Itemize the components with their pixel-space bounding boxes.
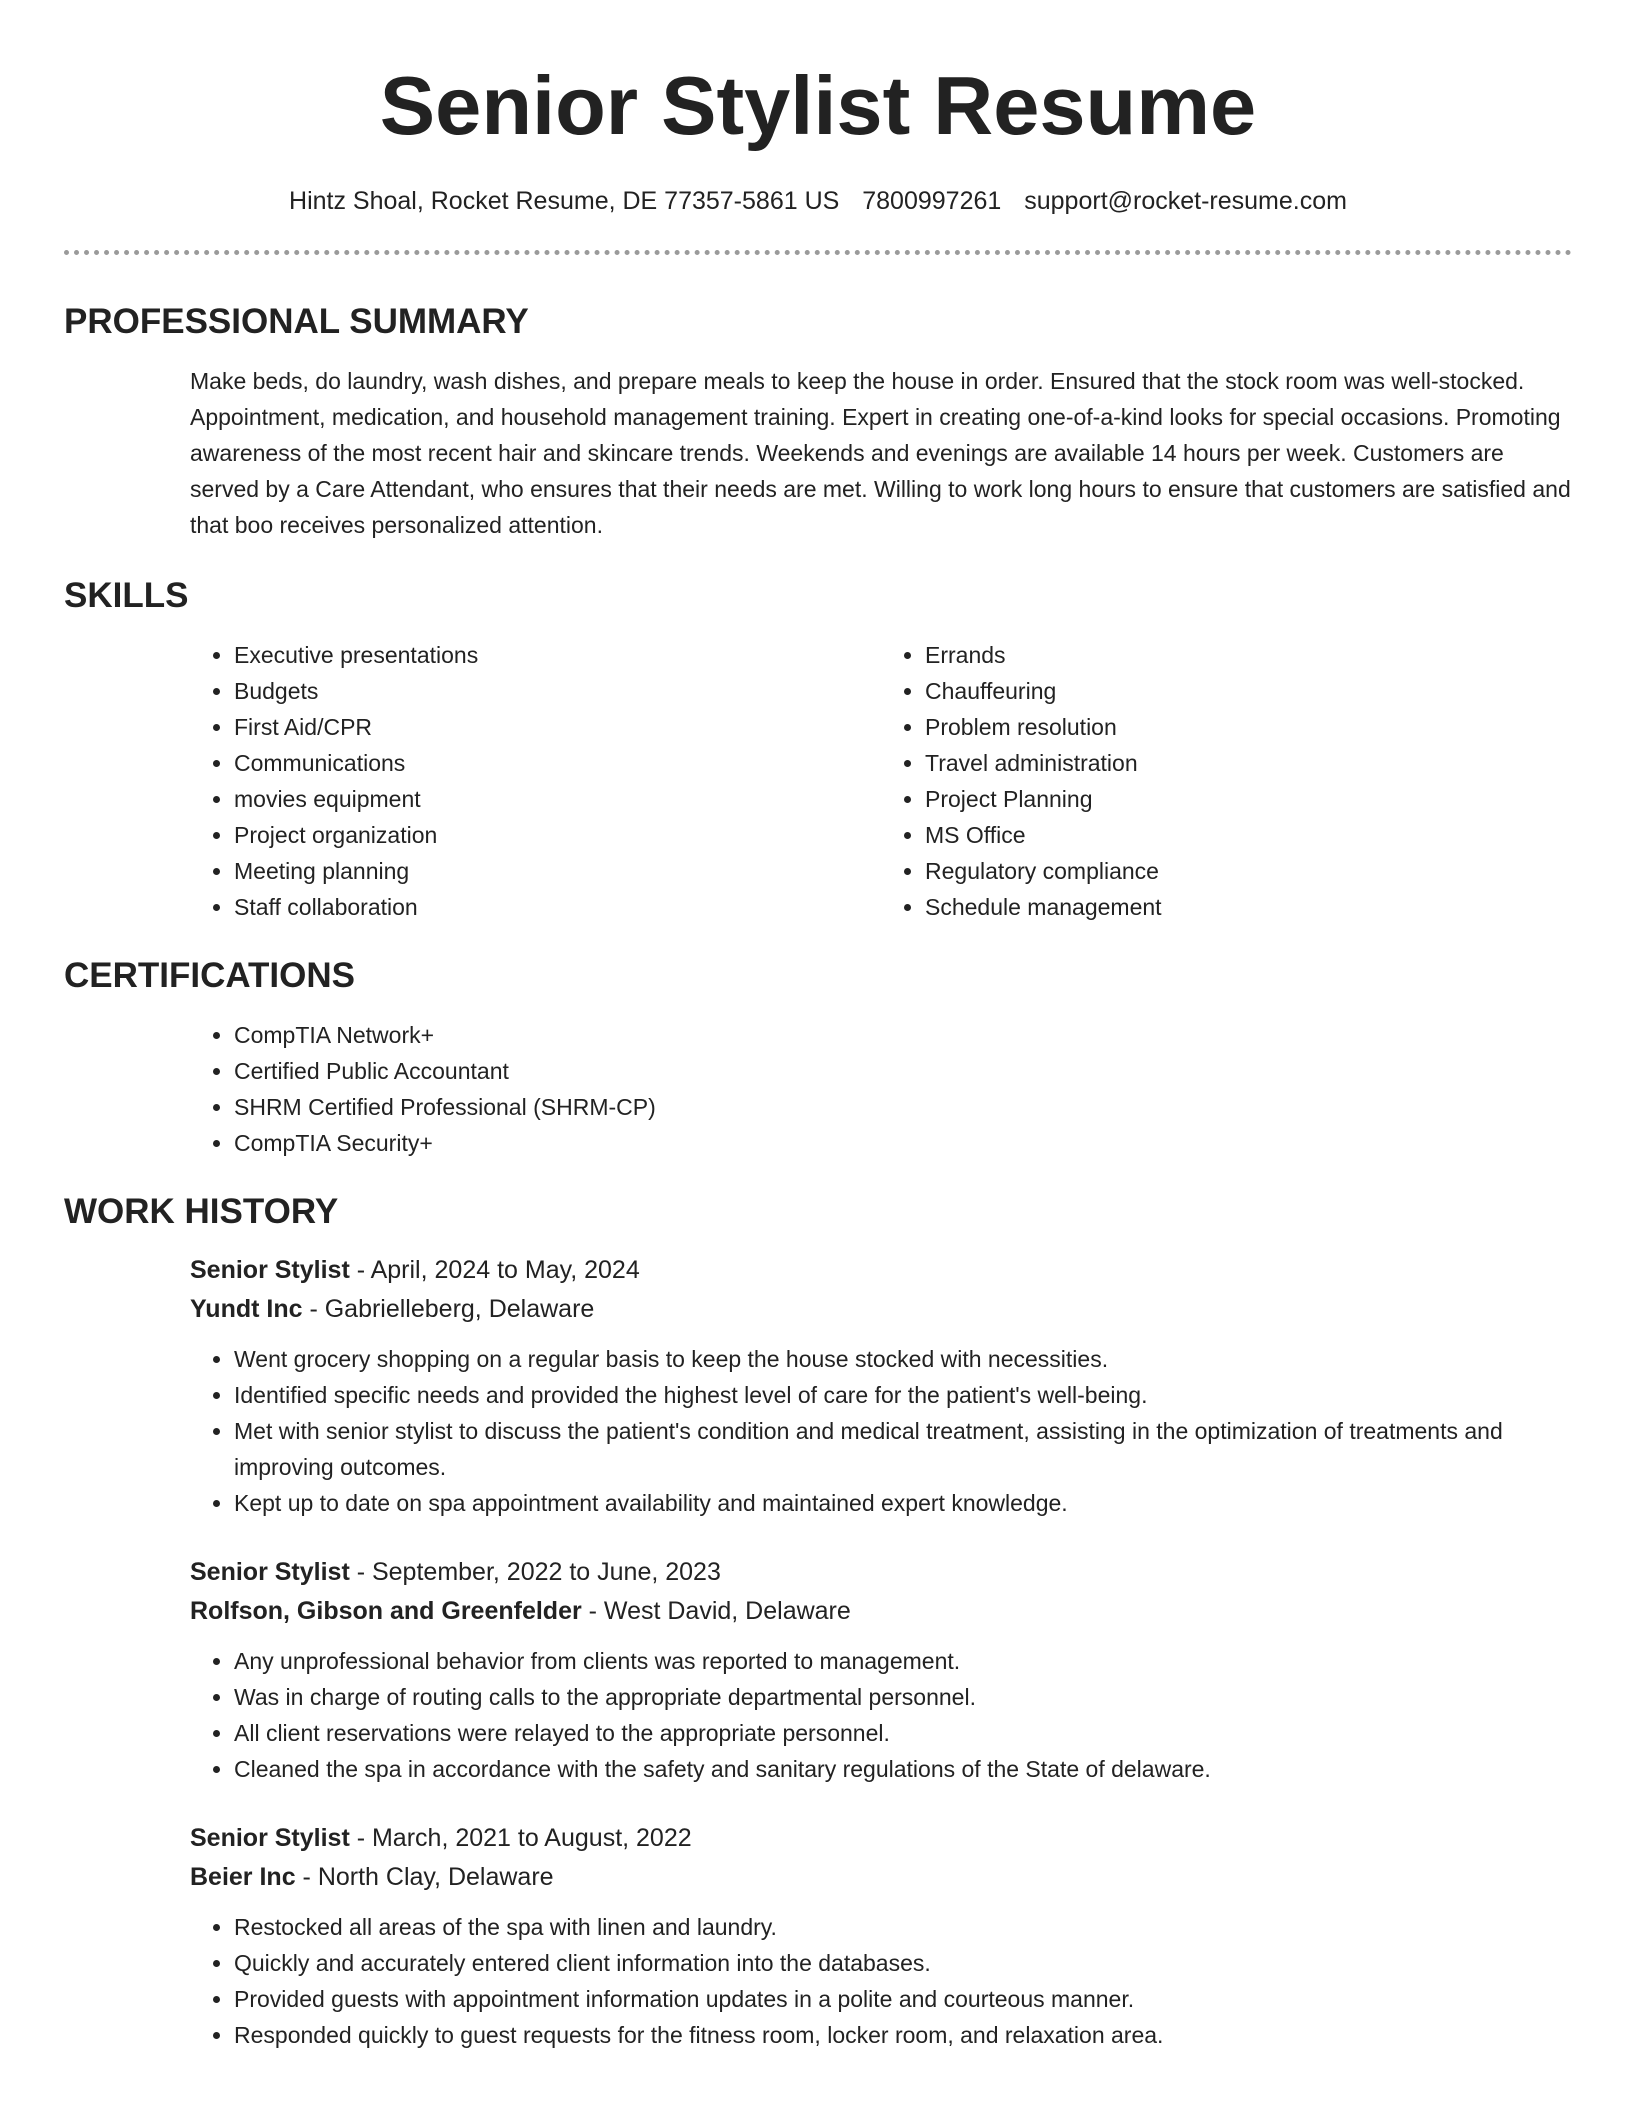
- list-item: • Chauffeuring: [925, 673, 1572, 709]
- list-item: • Identified specific needs and provided the highest level of care for the patient's well-being.: [234, 1377, 1572, 1413]
- list-item: • Errands: [925, 637, 1572, 673]
- job-dates: - September, 2022 to June, 2023: [349, 1558, 721, 1586]
- certifications-list: [190, 1017, 1572, 1161]
- certifications-section: [64, 955, 1572, 1161]
- resume-page: [64, 0, 1572, 2053]
- job-dates: - April, 2024 to May, 2024: [349, 1256, 640, 1284]
- list-item: • Executive presentations: [234, 637, 881, 673]
- list-item: • Certified Public Accountant: [234, 1053, 1572, 1089]
- job-bullets: [190, 1909, 1572, 2053]
- job-bullets: [190, 1341, 1572, 1521]
- list-item: • Staff collaboration: [234, 889, 881, 925]
- job-title-line: [190, 1251, 1572, 1290]
- list-item: • All client reservations were relayed to the appropriate personnel.: [234, 1715, 1572, 1751]
- job-company-line: [190, 1858, 1572, 1897]
- work-section: [64, 1191, 1572, 2053]
- job-company: Beier Inc: [190, 1863, 296, 1891]
- job-company-line: [190, 1290, 1572, 1329]
- list-item: • Responded quickly to guest requests for the fitness room, locker room, and relaxation area.: [234, 2017, 1572, 2053]
- list-item: • Went grocery shopping on a regular basis to keep the house stocked with necessities.: [234, 1341, 1572, 1377]
- list-item: • Kept up to date on spa appointment availability and maintained expert knowledge.: [234, 1485, 1572, 1521]
- contact-address: Hintz Shoal, Rocket Resume, DE 77357-5861 US: [289, 187, 840, 215]
- list-item: • Project organization: [234, 817, 881, 853]
- list-item: • CompTIA Network+: [234, 1017, 1572, 1053]
- list-item: • Restocked all areas of the spa with linen and laundry.: [234, 1909, 1572, 1945]
- contact-email: support@rocket-resume.com: [1024, 187, 1347, 215]
- list-item: • Regulatory compliance: [925, 853, 1572, 889]
- job-title-line: [190, 1553, 1572, 1592]
- list-item: • Project Planning: [925, 781, 1572, 817]
- list-item: • Provided guests with appointment information updates in a polite and courteous manner.: [234, 1981, 1572, 2017]
- header-divider: [64, 250, 1572, 255]
- contact-line: [64, 186, 1572, 216]
- job-dates: - March, 2021 to August, 2022: [349, 1824, 692, 1852]
- job-entry: [190, 1553, 1572, 1787]
- list-item: • movies equipment: [234, 781, 881, 817]
- skills-columns: [190, 637, 1572, 925]
- list-item: • Any unprofessional behavior from clients was reported to management.: [234, 1643, 1572, 1679]
- list-item: • Cleaned the spa in accordance with the safety and sanitary regulations of the State of delaware.: [234, 1751, 1572, 1787]
- list-item: • Communications: [234, 745, 881, 781]
- job-title-line: [190, 1819, 1572, 1858]
- list-item: • Quickly and accurately entered client information into the databases.: [234, 1945, 1572, 1981]
- list-item: • Budgets: [234, 673, 881, 709]
- list-item: • Problem resolution: [925, 709, 1572, 745]
- list-item: • Meeting planning: [234, 853, 881, 889]
- job-location: - Gabrielleberg, Delaware: [302, 1295, 595, 1323]
- job-entry: [190, 1251, 1572, 1521]
- job-location: - West David, Delaware: [581, 1597, 851, 1625]
- skills-list-left: [190, 637, 881, 925]
- list-item: • SHRM Certified Professional (SHRM-CP): [234, 1089, 1572, 1125]
- page-title: Senior Stylist Resume: [379, 59, 1257, 152]
- job-location: - North Clay, Delaware: [295, 1863, 554, 1891]
- list-item: • Met with senior stylist to discuss the patient's condition and medical treatment, assisting in the optimization of treatments and improving outcomes.: [234, 1413, 1572, 1485]
- list-item: • First Aid/CPR: [234, 709, 881, 745]
- skills-heading: SKILLS: [64, 576, 189, 615]
- job-role: Senior Stylist: [190, 1558, 350, 1586]
- work-heading: WORK HISTORY: [64, 1192, 339, 1231]
- summary-section: [64, 301, 1572, 543]
- list-item: • Travel administration: [925, 745, 1572, 781]
- list-item: • MS Office: [925, 817, 1572, 853]
- list-item: • Schedule management: [925, 889, 1572, 925]
- skills-list-right: [881, 637, 1572, 925]
- job-bullets: [190, 1643, 1572, 1787]
- summary-heading: PROFESSIONAL SUMMARY: [64, 302, 529, 341]
- job-company: Yundt Inc: [190, 1295, 303, 1323]
- skills-section: [64, 575, 1572, 925]
- certifications-heading: CERTIFICATIONS: [64, 956, 356, 995]
- job-company: Rolfson, Gibson and Greenfelder: [190, 1597, 582, 1625]
- summary-text: Make beds, do laundry, wash dishes, and prepare meals to keep the house in order. Ensured that the stock room was well-stocked. Appointment, medication, and household management training. Expert in creating one-of-a-kind looks for special occasions. Promoting awareness of the most recent hair and skincare trends. Weekends and evenings are available 14 hours per week. Customers are served by a Care Attendant, who ensures that their needs are met. Willing to work long hours to ensure that customers are satisfied and that boo receives personalized attention.: [190, 368, 1571, 538]
- job-entry: [190, 1819, 1572, 2053]
- job-company-line: [190, 1592, 1572, 1631]
- list-item: • Was in charge of routing calls to the appropriate departmental personnel.: [234, 1679, 1572, 1715]
- list-item: • CompTIA Security+: [234, 1125, 1572, 1161]
- contact-phone: 7800997261: [862, 187, 1002, 215]
- job-role: Senior Stylist: [190, 1256, 350, 1284]
- job-role: Senior Stylist: [190, 1824, 350, 1852]
